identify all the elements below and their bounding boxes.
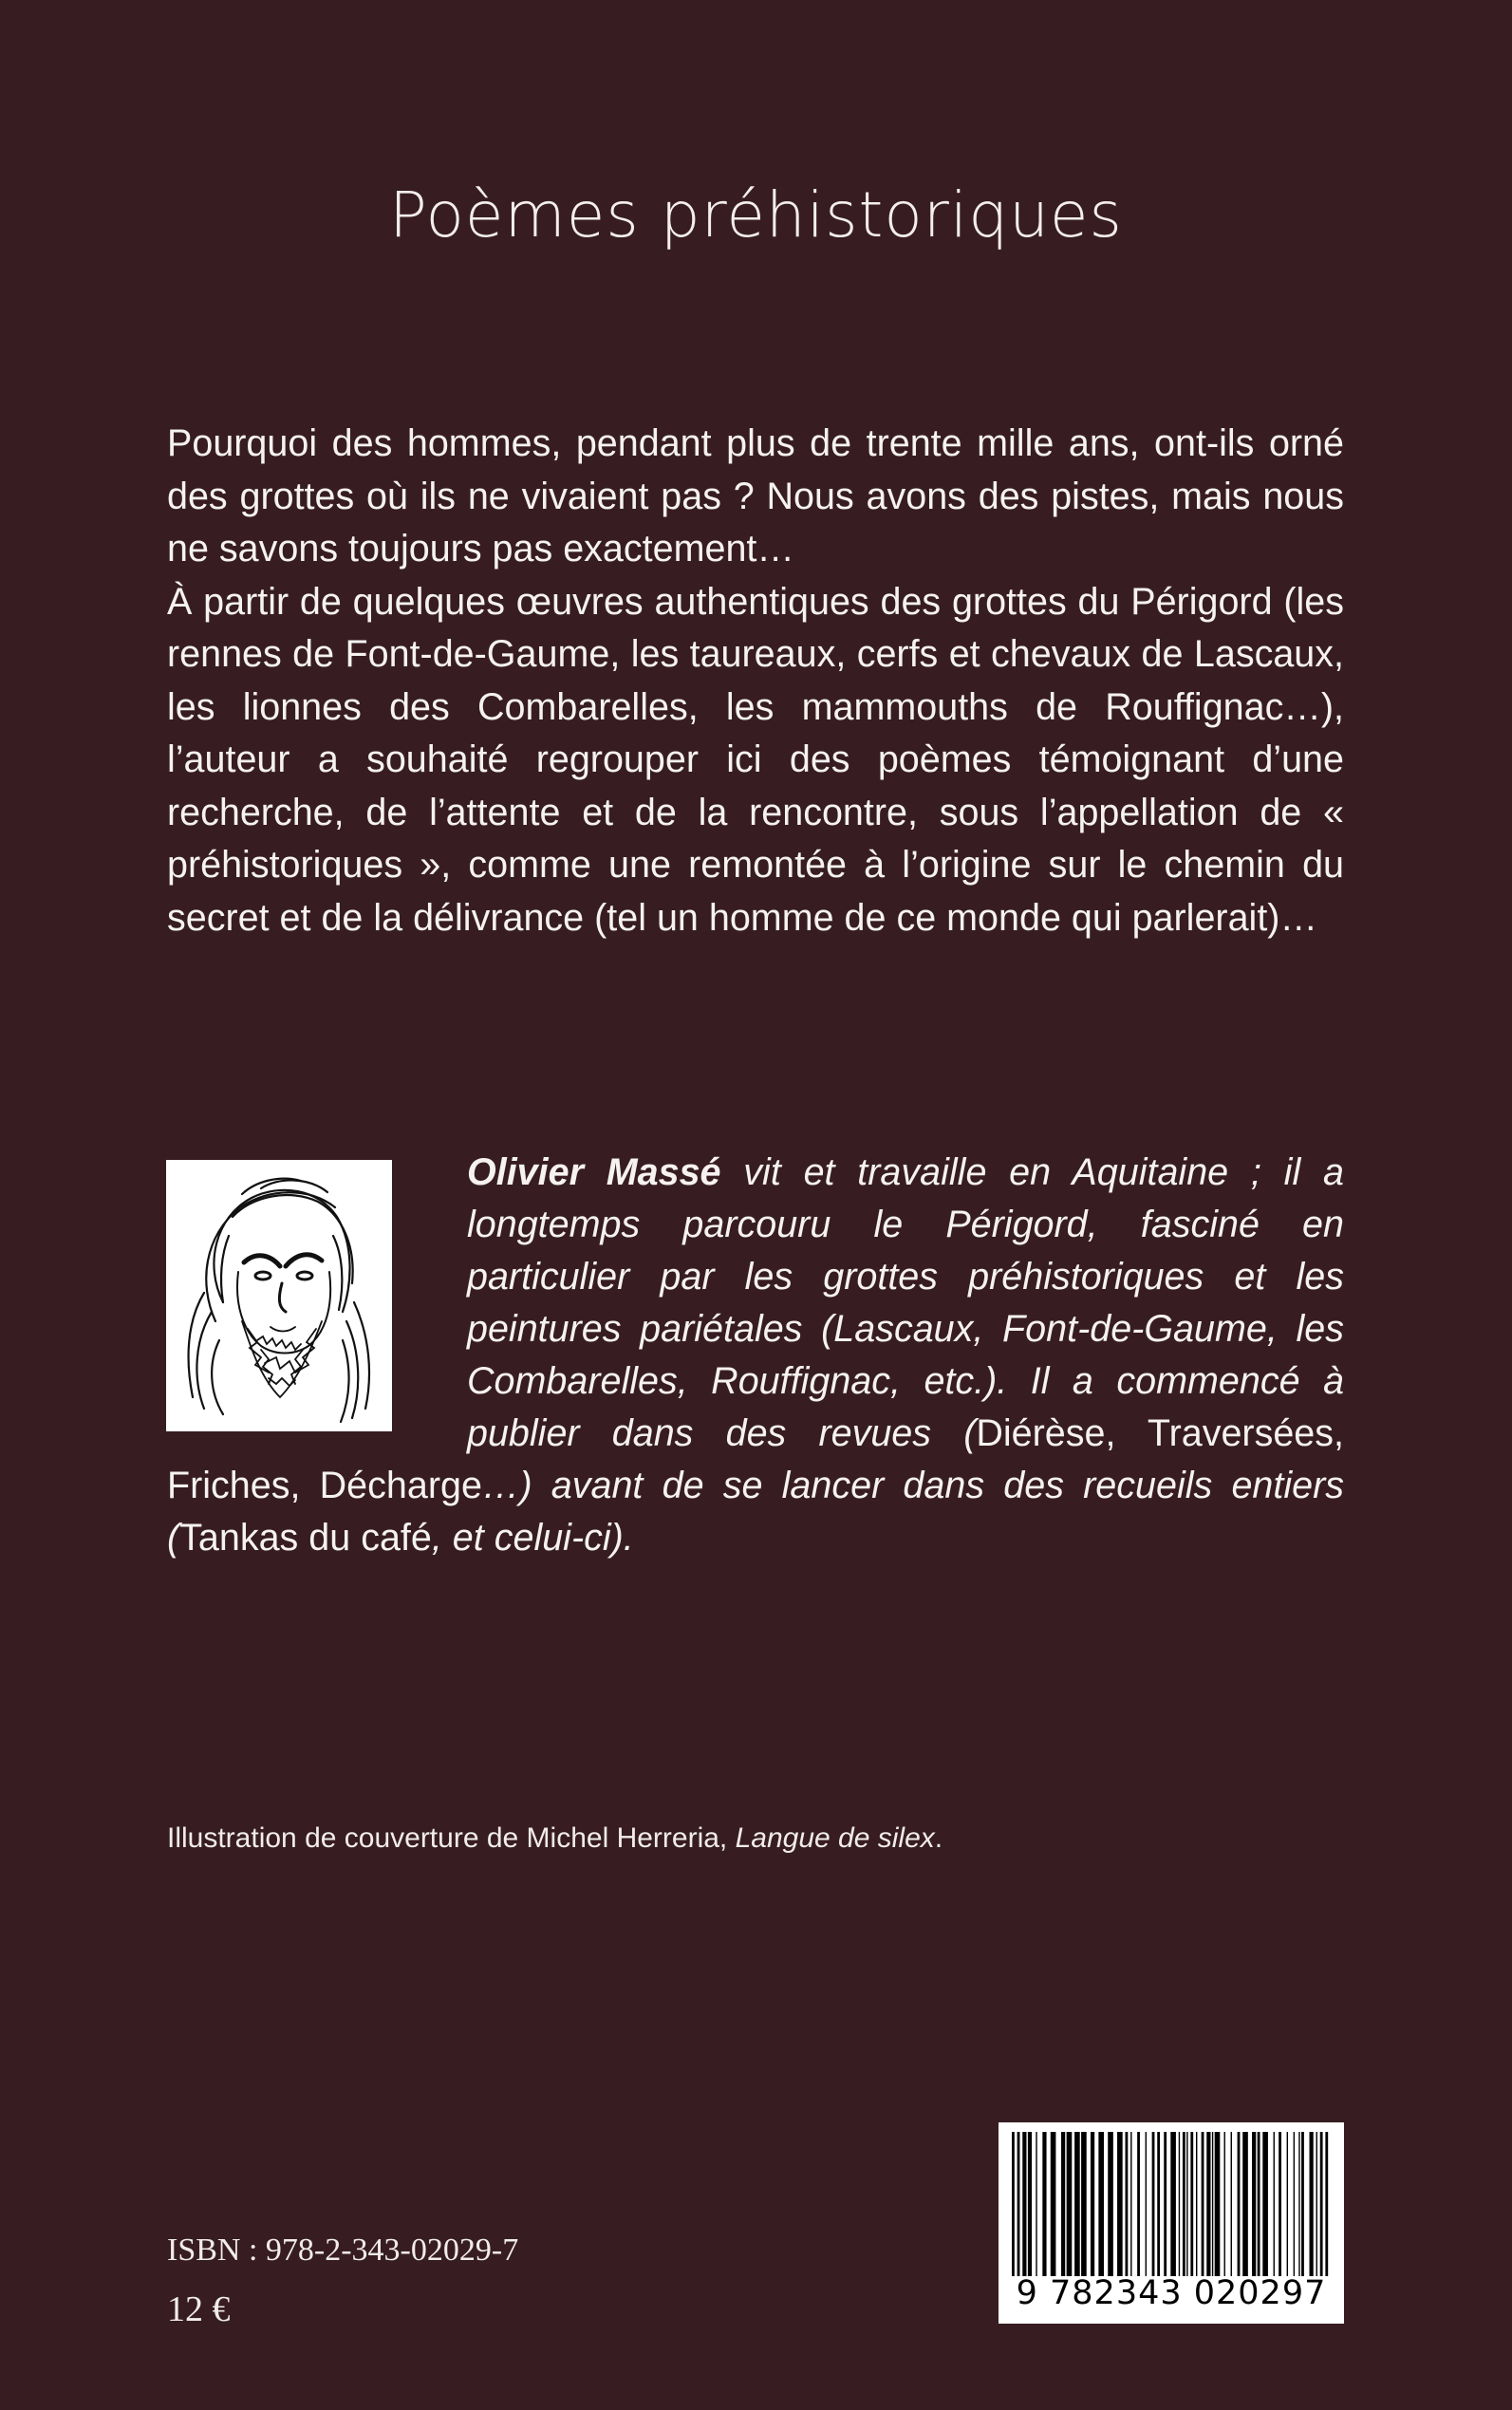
bio-text-1: vit et travaille en Aquitaine ; il a longtemps parcouru le Périgord, fasciné en particulier par les grottes préhistoriques et les peintures pariétales (Lascaux, Font-de-Gaume, les Combarelles, Rouffignac, etc.). Il a commencé à publier dans des revues ( bbox=[467, 1151, 1344, 1454]
barcode-bar bbox=[1320, 2132, 1323, 2276]
barcode-bar bbox=[1238, 2132, 1241, 2276]
barcode-bar bbox=[1017, 2132, 1020, 2276]
barcode-bar bbox=[1022, 2132, 1026, 2276]
barcode-bar bbox=[1294, 2132, 1295, 2276]
barcode-icon bbox=[1012, 2132, 1331, 2276]
barcode-bar bbox=[1091, 2132, 1094, 2276]
barcode-bar bbox=[1298, 2132, 1299, 2276]
barcode-bar bbox=[1186, 2132, 1187, 2276]
barcode-bar bbox=[1206, 2132, 1210, 2276]
barcode-bar bbox=[1262, 2132, 1268, 2276]
barcode-bar bbox=[1183, 2132, 1185, 2276]
page-title: Poèmes préhistoriques bbox=[389, 178, 1123, 252]
barcode-bar bbox=[1179, 2132, 1180, 2276]
barcode-bar bbox=[1202, 2132, 1204, 2276]
barcode bbox=[999, 2122, 1344, 2324]
barcode-bar bbox=[1258, 2132, 1260, 2276]
barcode-bar bbox=[1051, 2132, 1056, 2276]
cover-illustration-credit bbox=[167, 1822, 943, 1855]
barcode-digits: 9 782343 020297 bbox=[1016, 2274, 1327, 2312]
barcode-bar bbox=[1130, 2132, 1131, 2276]
barcode-bar bbox=[1212, 2132, 1213, 2276]
credit-text: Illustration de couverture de Michel Herreria, bbox=[167, 1822, 736, 1854]
barcode-bar bbox=[1325, 2132, 1328, 2276]
barcode-bar bbox=[1301, 2132, 1304, 2276]
barcode-bar bbox=[1231, 2132, 1232, 2276]
barcode-bar bbox=[1252, 2132, 1256, 2276]
blurb-paragraph-2: À partir de quelques œuvres authentiques des grottes du Périgord (les rennes de Font-de-Gaume, les taureaux, cerfs et chevaux de Lascaux, les lionnes des Combarelles, les mammouths de Rouffignac…), l’auteur a souhaité regrouper ici des poèmes témoignant d’une recherche, de l’attente et de la rencontre, sous l’appellation de « préhistoriques », comme une remontée à l’origine sur le chemin du secret et de la délivrance (tel un homme de ce monde qui parlerait)… bbox=[167, 580, 1344, 939]
price: 12 € bbox=[167, 2289, 231, 2329]
barcode-bar bbox=[1028, 2132, 1032, 2276]
bio-text-2: …) avant de se lancer dans des recueils entiers ( bbox=[167, 1465, 1344, 1559]
back-cover-blurb bbox=[167, 418, 1344, 944]
author-bio bbox=[167, 1147, 1344, 1564]
barcode-bar bbox=[1108, 2132, 1113, 2276]
author-name: Olivier Massé bbox=[467, 1151, 721, 1193]
bio-journals: Diérèse, Traversées, Friches, Décharge bbox=[167, 1412, 1344, 1506]
barcode-bar bbox=[1042, 2132, 1046, 2276]
portrait-spacer bbox=[167, 1147, 467, 1460]
barcode-bar bbox=[1126, 2132, 1129, 2276]
barcode-bar bbox=[1146, 2132, 1147, 2276]
barcode-bar bbox=[1242, 2132, 1248, 2276]
barcode-bar bbox=[1224, 2132, 1225, 2276]
barcode-bar bbox=[1061, 2132, 1065, 2276]
barcode-bar bbox=[1170, 2132, 1176, 2276]
credit-artwork: Langue de silex bbox=[735, 1822, 935, 1854]
barcode-bar bbox=[1190, 2132, 1193, 2276]
barcode-bar bbox=[1117, 2132, 1123, 2276]
barcode-bar bbox=[1152, 2132, 1155, 2276]
barcode-bar bbox=[1316, 2132, 1317, 2276]
barcode-bar bbox=[1287, 2132, 1288, 2276]
bio-text-3: , et celui-ci). bbox=[431, 1517, 634, 1559]
barcode-bar bbox=[1012, 2132, 1015, 2276]
blurb-paragraph-1: Pourquoi des hommes, pendant plus de trente mille ans, ont-ils orné des grottes où ils ne vivaient pas ? Nous avons des pistes, mais nous ne savons toujours pas exactement… bbox=[167, 422, 1344, 570]
isbn: ISBN : 978-2-343-02029-7 bbox=[167, 2233, 519, 2268]
barcode-bar bbox=[1274, 2132, 1275, 2276]
barcode-bar bbox=[1098, 2132, 1104, 2276]
barcode-bar bbox=[1074, 2132, 1080, 2276]
barcode-bar bbox=[1310, 2132, 1314, 2276]
bio-book: Tankas du café bbox=[179, 1517, 432, 1559]
barcode-bar bbox=[1196, 2132, 1197, 2276]
barcode-bar bbox=[1164, 2132, 1167, 2276]
barcode-bar bbox=[1081, 2132, 1087, 2276]
barcode-bar bbox=[1067, 2132, 1073, 2276]
credit-end: . bbox=[934, 1822, 943, 1854]
barcode-bar bbox=[1279, 2132, 1281, 2276]
barcode-bar bbox=[1157, 2132, 1160, 2276]
barcode-bar bbox=[1215, 2132, 1221, 2276]
barcode-bar bbox=[1137, 2132, 1140, 2276]
